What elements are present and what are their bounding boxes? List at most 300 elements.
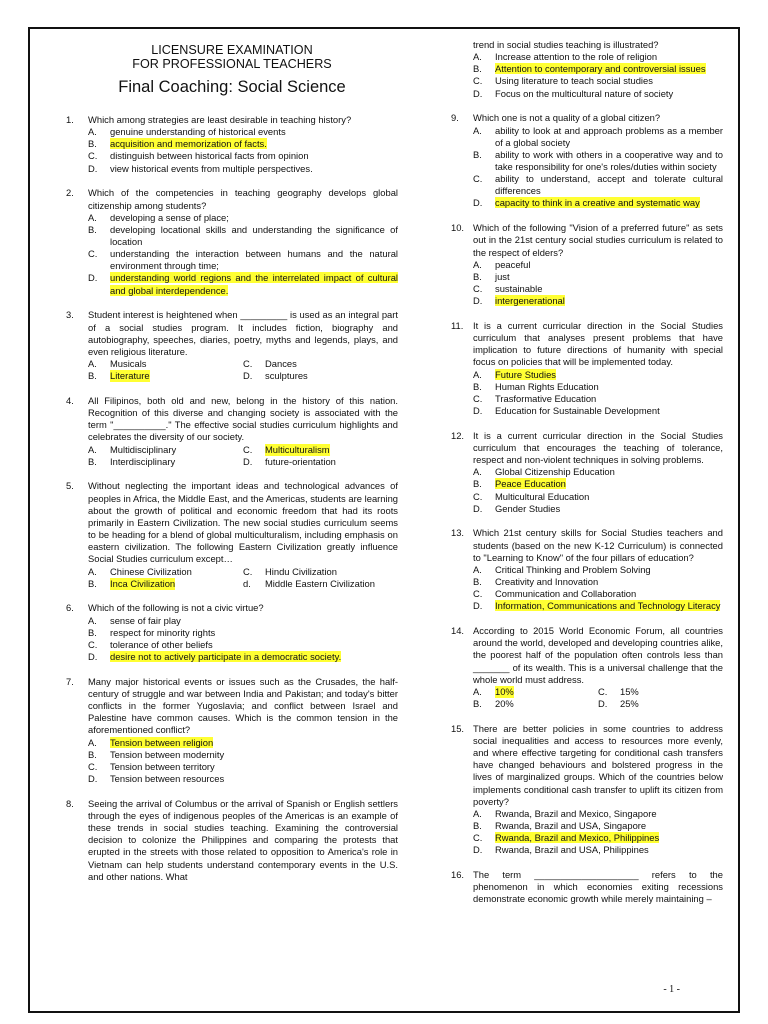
option-letter: C. (473, 490, 483, 502)
option-text-wrap (495, 88, 723, 100)
option-text-wrap (495, 393, 723, 405)
question-stem: There are better policies in some countries to address social inequalities and access to resources more evenly, and where effective targeting for conditional cash transfers have changed behaviours and bolstered progress in the lives of marginalized groups. Which of the countries below implements conditional cash transfer to uplift its citizen from poverty? (473, 722, 723, 807)
header-line-2: FOR PROFESSIONAL TEACHERS (132, 57, 332, 71)
right-column (451, 39, 723, 918)
answer-option (88, 272, 398, 296)
option-text-wrap (495, 503, 723, 515)
answer-option (88, 566, 243, 578)
option-grid (88, 566, 398, 590)
option-text: Education for Sustainable Development (495, 405, 660, 416)
answer-option (598, 698, 723, 710)
option-text: Rwanda, Brazil and Mexico, Philippines (495, 832, 660, 844)
answer-option (473, 564, 723, 576)
answer-option (88, 150, 398, 162)
option-letter: B. (88, 223, 97, 235)
option-text: just (495, 270, 510, 282)
answer-option (473, 63, 723, 75)
option-letter: B. (473, 478, 482, 490)
question-body (88, 798, 398, 883)
option-letter: B. (88, 577, 97, 589)
question-body (88, 187, 398, 296)
question-stem: Which one is not a quality of a global citizen? (473, 112, 661, 124)
option-text: Communication and Collaboration (495, 588, 637, 600)
question-number: 12. (451, 429, 465, 441)
option-letter: C. (243, 358, 253, 369)
question-item (66, 676, 398, 785)
question-body (473, 112, 723, 209)
option-text: Information, Communications and Technology Literacy (495, 600, 721, 612)
left-question-list (66, 114, 398, 883)
question-stem: Seeing the arrival of Columbus or the arrival of Spanish or English settlers through the eyes of indigenous peoples of the Americas is an example of these trends in social studies teaching. Examining the controversial decision to colonize the Philippines and comparing the protests that erupted in the streets with those related to opposition to America's role in Vietnam can help students understand contemporary events in the U.S. and other nations. What (88, 797, 398, 882)
question-stem: Which 21st century skills for Social Studies teachers and students (based on the new K-12 Curriculum) is connected to "Learning to Know" of the four pillars of education? (473, 527, 723, 563)
option-text: distinguish between historical facts from opinion (110, 150, 309, 162)
option-text-wrap (110, 224, 398, 248)
question-body (473, 222, 723, 307)
option-text-wrap (495, 125, 723, 149)
option-text: Human Rights Education (495, 380, 599, 392)
option-text-wrap (110, 212, 398, 224)
option-text: Interdisciplinary (110, 455, 176, 467)
option-text-wrap (495, 295, 723, 307)
option-letter: C. (88, 638, 98, 650)
answer-option (598, 686, 723, 698)
page-number: - 1 - (663, 984, 680, 995)
option-grid (473, 686, 723, 710)
question-number: 11. (451, 319, 464, 331)
answer-option (473, 466, 723, 478)
option-text: sense of fair play (110, 614, 181, 626)
question-item (451, 869, 723, 905)
question-number: 13. (451, 527, 465, 539)
option-text: developing a sense of place; (110, 211, 229, 223)
option-text-wrap (495, 478, 723, 490)
option-letter: B. (473, 380, 482, 392)
answer-option (88, 578, 243, 590)
left-column (66, 39, 398, 896)
option-letter: A. (473, 563, 482, 575)
option-text-wrap (110, 163, 398, 175)
option-letter: D. (473, 600, 483, 612)
option-letter: D. (88, 272, 98, 284)
option-letter: D. (473, 87, 483, 99)
option-text: Gender Studies (495, 502, 561, 514)
option-letter: C. (243, 565, 253, 577)
answer-option (473, 51, 723, 63)
option-text: Middle Eastern Civilization (265, 577, 375, 589)
option-text: Tension between resources (110, 773, 225, 785)
option-text: Future Studies (495, 368, 556, 380)
question-item (451, 112, 723, 209)
option-letter: A. (88, 736, 97, 748)
option-letter: B. (473, 698, 482, 710)
question-number: 3. (66, 309, 74, 321)
option-letter: C. (88, 150, 98, 162)
answer-option (88, 773, 398, 785)
option-letter: B. (88, 370, 97, 382)
option-letter: A. (88, 614, 97, 626)
question-stem: Without neglecting the important ideas and technological advances of peoples in Africa, the Middle East, and the Americas, students are learning about the growth of political and economic freedom that had its roots primarily in Eastern Civilization. The new social studies curriculum seems to be heading for a blend of global multiculturalism, including emphasis on eastern civilization. The following Eastern Civilization greatly influence Social Studies curriculum except… (88, 480, 398, 565)
answer-option (473, 259, 723, 271)
answer-option (243, 358, 398, 370)
answer-option (88, 370, 243, 382)
option-text: Musicals (110, 358, 147, 369)
answer-option (473, 576, 723, 588)
option-letter: B. (88, 626, 97, 638)
question-stem: Which of the competencies in teaching geography develops global citizenship among students? (88, 187, 398, 211)
answer-option (473, 686, 598, 698)
option-text: Multicultural Education (495, 490, 590, 502)
answer-option (473, 88, 723, 100)
option-list (473, 51, 723, 100)
question-number: 6. (66, 602, 74, 614)
question-number: 15. (451, 722, 465, 734)
option-letter: A. (473, 807, 482, 819)
option-text-wrap (495, 173, 723, 197)
option-text-wrap (110, 737, 398, 749)
question-body (473, 869, 723, 905)
option-text: 15% (620, 685, 639, 697)
option-text: Creativity and Innovation (495, 576, 599, 588)
option-text-wrap (495, 844, 723, 856)
option-letter: C. (88, 760, 98, 772)
option-text: genuine understanding of historical events (110, 126, 286, 138)
question-stem: Many major historical events or issues such as the Crusades, the half-century of struggle and war between India and Pakistan; and today's bitter conflicts in the former Yugoslavia; and conflict between Israel and Palestine have common causes. Which is the common tension in the aforementioned conflict? (88, 675, 398, 736)
option-text: Multidisciplinary (110, 443, 177, 455)
answer-option (88, 627, 398, 639)
question-item (451, 222, 723, 307)
option-text-wrap (495, 369, 723, 381)
question-item (66, 480, 398, 589)
option-text: Trasformative Education (495, 392, 597, 404)
option-letter: C. (473, 75, 483, 87)
question-item (66, 798, 398, 883)
option-letter: D. (243, 455, 253, 467)
answer-option (473, 271, 723, 283)
option-text: sustainable (495, 283, 543, 294)
answer-option (473, 698, 598, 710)
option-text: acquisition and memorization of facts. (110, 138, 267, 150)
option-text: Rwanda, Brazil and Mexico, Singapore (495, 807, 657, 819)
option-letter: A. (88, 443, 97, 455)
question-8-continuation (451, 39, 723, 100)
option-letter: A. (88, 358, 97, 369)
answer-option (88, 761, 398, 773)
answer-option (473, 832, 723, 844)
answer-option (473, 808, 723, 820)
answer-option (88, 737, 398, 749)
answer-option (473, 369, 723, 381)
answer-option (473, 405, 723, 417)
answer-option (88, 651, 398, 663)
option-text-wrap (495, 600, 723, 612)
answer-option (473, 75, 723, 87)
option-text-wrap (110, 138, 398, 150)
answer-option (473, 149, 723, 173)
answer-option (473, 588, 723, 600)
answer-option (88, 163, 398, 175)
option-text: Tension between religion (110, 736, 214, 748)
option-text: Rwanda, Brazil and USA, Singapore (495, 820, 647, 832)
option-text-wrap (495, 808, 723, 820)
question-number: 10. (451, 222, 465, 234)
question-stem: Student interest is heightened when _________ is used as an integral part of a social studies program. It includes fiction, biography and autobiography, speeches, diaries, poetry, myths and legends, plays, and even religious literature. (88, 309, 398, 357)
question-stem: According to 2015 World Economic Forum, all countries around the world, developed and developing countries alike, the poorest half of the population often controls less than _______ of its wealth. This is a universal challenge that the whole world must address. (473, 625, 723, 685)
question-body (88, 114, 398, 175)
option-text: 10% (495, 685, 514, 697)
question-body (88, 480, 398, 589)
option-letter: A. (88, 565, 97, 577)
option-letter: B. (473, 576, 482, 588)
option-text: desire not to actively participate in a democratic society. (110, 651, 342, 663)
option-text-wrap (495, 564, 723, 576)
option-letter: D. (473, 405, 483, 416)
answer-option (473, 503, 723, 515)
answer-option (473, 600, 723, 612)
question-body (473, 430, 723, 515)
question-item (66, 395, 398, 468)
option-text: respect for minority rights (110, 626, 216, 638)
answer-option (88, 615, 398, 627)
answer-option (473, 283, 723, 295)
option-text: ability to understand, accept and tolerate cultural differences (495, 173, 723, 197)
option-text: Rwanda, Brazil and USA, Philippines (495, 844, 649, 856)
option-text: Hindu Civilization (265, 565, 337, 577)
option-text-wrap (495, 51, 723, 63)
question-body (88, 602, 398, 663)
option-letter: D. (473, 844, 483, 856)
answer-option (473, 173, 723, 197)
option-letter: B. (88, 748, 97, 760)
option-text: peaceful (495, 258, 531, 270)
option-letter: A. (473, 124, 482, 136)
question-number: 9. (451, 112, 459, 124)
option-letter: D. (88, 162, 98, 174)
option-letter: D. (88, 773, 98, 785)
answer-option (88, 126, 398, 138)
option-text-wrap (110, 272, 398, 296)
option-text: 25% (620, 698, 639, 710)
question-stem: The term ____________________ refers to the phenomenon in which economies exiting recessions demonstrate economic growth while merely maintaining – (473, 869, 723, 905)
option-text-wrap (495, 197, 723, 209)
option-text-wrap (495, 75, 723, 87)
option-text: future-orientation (265, 455, 336, 467)
option-text: Chinese Civilization (110, 565, 192, 577)
answer-option (88, 358, 243, 370)
option-text: view historical events from multiple perspectives. (110, 162, 313, 174)
option-letter: C. (473, 283, 483, 294)
answer-option (88, 138, 398, 150)
question-item (66, 309, 398, 382)
question-number: 7. (66, 675, 74, 687)
option-letter: D. (88, 651, 98, 663)
option-text: Literature (110, 370, 150, 382)
answer-option (473, 820, 723, 832)
option-letter: A. (473, 368, 482, 380)
question-body (88, 395, 398, 468)
option-grid (88, 358, 398, 382)
option-text: Increase attention to the role of religion (495, 51, 658, 63)
option-text: Dances (265, 358, 297, 369)
answer-option (243, 370, 398, 382)
question-number: 1. (66, 114, 74, 125)
option-text-wrap (495, 283, 723, 295)
option-text-wrap (110, 248, 398, 272)
answer-option (473, 197, 723, 209)
question-number: 2. (66, 187, 74, 199)
option-text: sculptures (265, 370, 308, 382)
answer-option (473, 844, 723, 856)
answer-option (88, 444, 243, 456)
question-number: 5. (66, 480, 74, 492)
option-letter: D. (473, 502, 483, 514)
option-text: Attention to contemporary and controversial issues (495, 63, 706, 75)
option-letter: B. (88, 138, 97, 150)
option-text-wrap (495, 576, 723, 588)
option-letter: D. (598, 698, 608, 710)
option-letter: C. (243, 443, 253, 455)
option-text-wrap (110, 749, 398, 761)
option-text-wrap (495, 149, 723, 173)
option-letter: B. (88, 455, 97, 467)
option-text: understanding world regions and the interrelated impact of cultural and global interdependence. (110, 272, 398, 296)
option-grid (88, 444, 398, 468)
option-letter: C. (473, 173, 483, 185)
answer-option (473, 491, 723, 503)
option-letter: A. (473, 685, 482, 697)
question-body (473, 527, 723, 612)
answer-option (243, 566, 398, 578)
option-letter: D. (473, 295, 483, 307)
question-item (66, 187, 398, 296)
option-text-wrap (495, 466, 723, 478)
question-stem: It is a current curricular direction in the Social Studies curriculum that analyses present problems that have implication to future directions of humanity with special focus on policies that will be implemented today. (473, 319, 723, 368)
header-line-1: LICENSURE EXAMINATION (151, 43, 313, 57)
option-text: developing locational skills and understanding the significance of location (110, 223, 398, 247)
question-stem: Which of the following is not a civic virtue? (88, 602, 264, 614)
question-item (451, 430, 723, 515)
answer-option (243, 444, 398, 456)
question-number: 14. (451, 625, 465, 637)
question-item (451, 723, 723, 857)
option-text-wrap (110, 126, 398, 138)
option-text-wrap (495, 63, 723, 75)
option-text: Tension between territory (110, 760, 215, 772)
option-text: Focus on the multicultural nature of society (495, 87, 674, 99)
question-item (451, 625, 723, 710)
answer-option (88, 224, 398, 248)
question-body (473, 723, 723, 857)
option-text-wrap (110, 639, 398, 651)
question-body (88, 676, 398, 785)
page-title: Final Coaching: Social Science (118, 78, 346, 96)
option-letter: A. (473, 466, 482, 478)
question-stem: Which among strategies are least desirable in teaching history? (88, 114, 352, 125)
option-text-wrap (110, 615, 398, 627)
option-text: Critical Thinking and Problem Solving (495, 563, 651, 575)
option-text: Global Citizenship Education (495, 466, 615, 478)
answer-option (88, 248, 398, 272)
option-text-wrap (110, 773, 398, 785)
option-text: Tension between modernity (110, 748, 225, 760)
option-letter: D. (473, 197, 483, 209)
option-letter: A. (473, 258, 482, 270)
question-number: 16. (451, 869, 465, 881)
option-letter: B. (473, 63, 482, 75)
option-text-wrap (110, 150, 398, 162)
option-text: ability to work with others in a cooperative way and to take responsibility for one's roles/duties within society (495, 148, 723, 172)
question-stem: It is a current curricular direction in the Social Studies curriculum that encourages the teaching of tolerance, respect and non-violent techniques in solving problems. (473, 429, 723, 466)
option-text: capacity to think in a creative and systematic way (495, 197, 700, 209)
option-text: Peace Education (495, 478, 566, 490)
option-letter: C. (473, 588, 483, 600)
exam-page (28, 27, 740, 1013)
option-text-wrap (110, 627, 398, 639)
option-text: Inca Civilization (110, 577, 176, 589)
question-stem: Which of the following "Vision of a preferred future" as sets out in the 21st century social studies curriculum is related to the respect of elders? (473, 222, 723, 258)
option-letter: B. (473, 270, 482, 282)
option-letter: C. (88, 248, 98, 260)
question-item (66, 602, 398, 663)
question-body (473, 625, 723, 710)
answer-option (473, 295, 723, 307)
option-text-wrap (495, 405, 723, 417)
answer-option (473, 393, 723, 405)
question-item (451, 527, 723, 612)
option-text-wrap (495, 832, 723, 844)
answer-option (88, 212, 398, 224)
question-number: 4. (66, 394, 74, 406)
option-text: Using literature to teach social studies (495, 75, 653, 87)
question-stem: All Filipinos, both old and new, belong in the history of this nation. Recognition of this diverse and changing society is associated with the term "__________." The effective social studies curriculum highlights and celebrates the diversity of our society. (88, 394, 398, 443)
option-letter: C. (473, 832, 483, 844)
option-text-wrap (110, 761, 398, 773)
right-question-list (451, 112, 723, 905)
answer-option (473, 125, 723, 149)
option-letter: B. (473, 148, 482, 160)
question-body (473, 320, 723, 417)
question-body (88, 309, 398, 382)
question-stem: trend in social studies teaching is illustrated? (473, 39, 659, 50)
option-text: intergenerational (495, 295, 565, 307)
option-letter: A. (88, 126, 97, 138)
option-letter: A. (88, 211, 97, 223)
option-text-wrap (495, 271, 723, 283)
answer-option (473, 381, 723, 393)
question-item (66, 114, 398, 175)
option-text: tolerance of other beliefs (110, 638, 213, 650)
option-letter: C. (473, 392, 483, 404)
answer-option (88, 456, 243, 468)
answer-option (243, 578, 398, 590)
option-text-wrap (495, 588, 723, 600)
answer-option (88, 749, 398, 761)
option-text-wrap (495, 381, 723, 393)
option-text-wrap (495, 259, 723, 271)
option-text: understanding the interaction between humans and the natural environment through time; (110, 248, 398, 272)
option-text-wrap (495, 491, 723, 503)
question-item (451, 320, 723, 417)
option-text: Multiculturalism (265, 443, 330, 455)
option-text: 20% (495, 698, 514, 710)
option-letter: A. (473, 51, 482, 63)
option-text-wrap (110, 651, 398, 663)
option-letter: d. (243, 577, 251, 589)
option-text: ability to look at and approach problems as a member of a global society (495, 124, 723, 148)
option-letter: D. (243, 370, 253, 382)
option-letter: B. (473, 820, 482, 832)
answer-option (243, 456, 398, 468)
option-letter: C. (598, 685, 608, 697)
